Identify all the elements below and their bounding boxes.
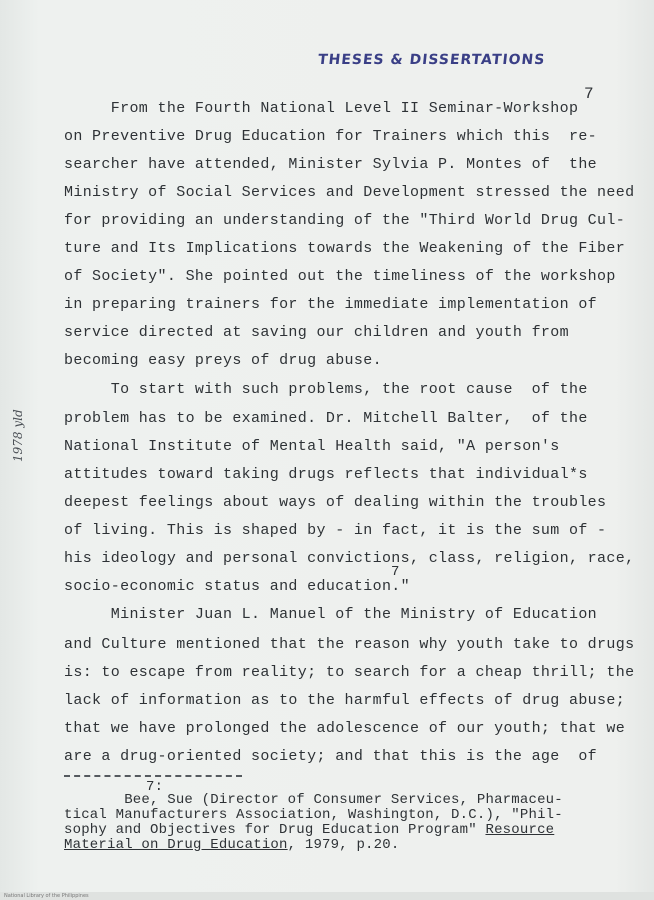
body-line: Minister Juan L. Manuel of the Ministry of Education (64, 606, 598, 623)
handwritten-margin-note: 1978 yld (11, 409, 25, 462)
body-line: National Institute of Mental Health said, "A person's (64, 438, 560, 455)
archive-stamp: THESES & DISSERTATIONS (317, 52, 547, 68)
body-line: of living. This is shaped by - in fact, it is the sum of - (64, 522, 607, 539)
body-line: in preparing trainers for the immediate implementation of (64, 296, 598, 313)
footnote-reference: 7 (391, 564, 400, 580)
footnote-line: tical Manufacturers Association, Washington, D.C.), "Phil- (64, 807, 563, 823)
body-line: service directed at saving our children and youth from (64, 324, 569, 341)
body-line: are a drug-oriented society; and that this is the age of (64, 748, 598, 765)
footnote-line (64, 823, 554, 838)
body-line: on Preventive Drug Education for Trainers which this re- (64, 128, 598, 145)
body-line: his ideology and personal convictions, class, religion, race, (64, 550, 635, 567)
page-number: 7 (584, 85, 594, 103)
body-line: From the Fourth National Level II Seminar-Workshop (64, 100, 579, 117)
body-line: for providing an understanding of the "Third World Drug Cul- (64, 212, 626, 229)
body-line: attitudes toward taking drugs reflects that individual*s (64, 466, 588, 483)
footnote-line (64, 838, 399, 853)
footnote-text: sophy and Objectives for Drug Education Program" (64, 822, 486, 838)
body-line: of Society". She pointed out the timeliness of the workshop (64, 268, 616, 285)
body-line: ture and Its Implications towards the Weakening of the Fiber (64, 240, 626, 257)
footnote-citation-tail: , 1979, p.20. (287, 837, 400, 853)
body-line: becoming easy preys of drug abuse. (64, 352, 382, 369)
footnote-number: 7: (146, 779, 164, 795)
footnote-title: Material on Drug Education (64, 837, 288, 853)
body-line: To start with such problems, the root cause of the (64, 381, 588, 398)
footnote-divider (64, 775, 242, 777)
body-line: deepest feelings about ways of dealing within the troubles (64, 494, 607, 511)
body-line: socio-economic status and education." (64, 578, 411, 595)
body-line: that we have prolonged the adolescence of our youth; that we (64, 720, 626, 737)
body-line: Ministry of Social Services and Development stressed the need (64, 184, 635, 201)
scan-footer-strip: National Library of the Philippines (0, 892, 654, 900)
footnote-line: Bee, Sue (Director of Consumer Services, Pharmaceu- (64, 792, 563, 808)
body-line: and Culture mentioned that the reason why youth take to drugs (64, 636, 635, 653)
body-line: searcher have attended, Minister Sylvia P. Montes of the (64, 156, 598, 173)
body-line: lack of information as to the harmful effects of drug abuse; (64, 692, 626, 709)
footnote-title: Resource (485, 822, 555, 838)
body-line: problem has to be examined. Dr. Mitchell Balter, of the (64, 410, 588, 427)
body-line: is: to escape from reality; to search for a cheap thrill; the (64, 664, 635, 681)
